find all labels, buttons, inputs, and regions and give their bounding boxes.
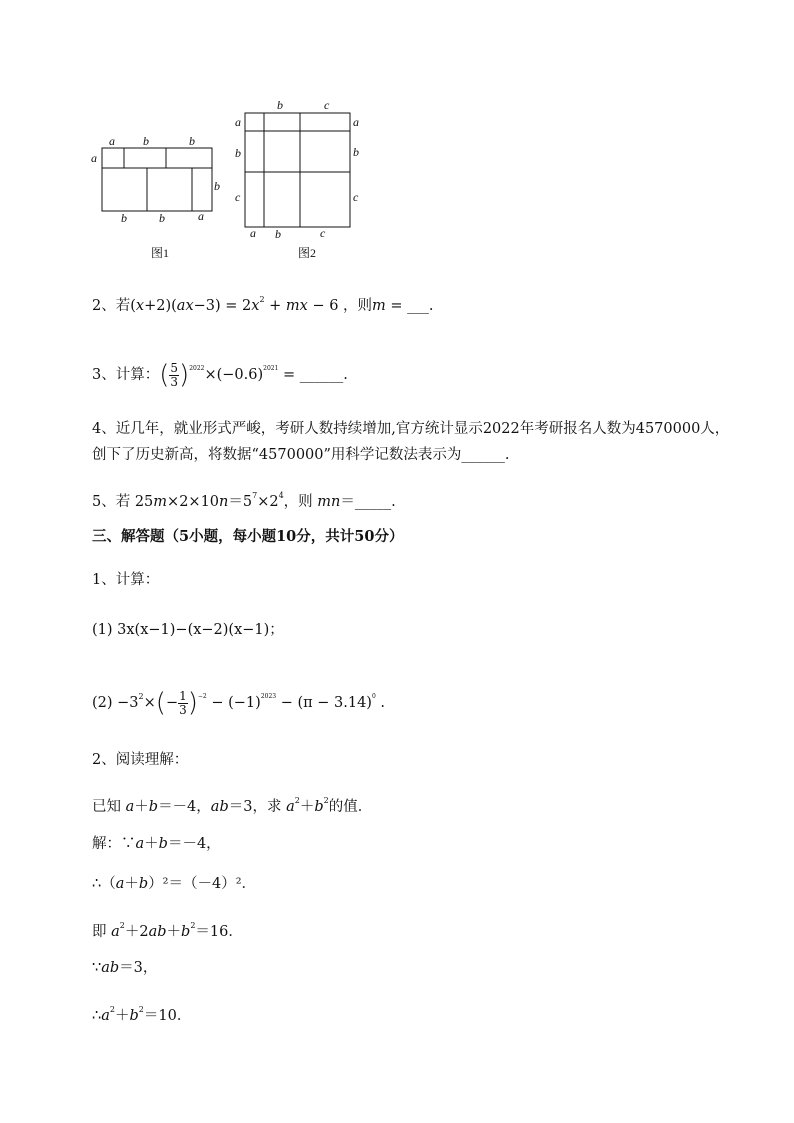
solution-line-5 [92, 1000, 191, 1026]
q3-blank: = ______. [278, 367, 348, 383]
figure-1-top-label: a [109, 134, 115, 148]
p2-text: ＝3，求 [228, 799, 287, 815]
p1-text: − [165, 695, 179, 711]
p2-var: ab [101, 960, 120, 976]
p1-text: − (−1) [206, 695, 261, 711]
p2-var: a [111, 924, 120, 940]
p2-text: ＋ [114, 1008, 130, 1024]
p2-text: ＋ [166, 924, 182, 940]
p2-text: ＝10． [143, 1008, 192, 1024]
question-4-line-2: 创下了历史新高，将数据“4570000”用科学记数法表示为______. [92, 447, 510, 463]
left-paren: ( [159, 360, 170, 390]
q2-var: x [135, 298, 145, 314]
problem-1-part-1: (1) 3x(x−1)−(x−2)(x−1)； [92, 622, 284, 638]
p2-text: ∴ [92, 1008, 102, 1024]
p2-text: ＋ [299, 799, 315, 815]
q2-text: −3) = 2 [193, 298, 252, 314]
p1-exponent: 2 [138, 692, 144, 701]
p2-text: 的值． [328, 799, 373, 815]
q5-var: mn [317, 494, 341, 510]
p2-exponent: 2 [109, 1005, 115, 1014]
q3-exponent: 2021 [263, 365, 279, 372]
figure-2-diagram [230, 96, 370, 264]
p2-text: ）²＝（－4）²． [148, 876, 257, 892]
figure-1-bottom-label: a [198, 209, 204, 223]
p2-var: a [135, 836, 145, 852]
p2-text: 已知 [92, 799, 126, 815]
figure-1 [88, 128, 228, 263]
q5-text: ×2 [257, 494, 279, 510]
question-5 [92, 486, 396, 512]
p2-text: 解：∵ [92, 836, 136, 852]
figure-1-caption: 图1 [151, 246, 170, 260]
fraction-denominator: 3 [179, 702, 187, 717]
question-4-line-1: 4、近几年，就业形式严峻，考研人数持续增加,官方统计显示2022年考研报名人数为4570000人， [92, 421, 730, 437]
p2-text: ＋ [124, 876, 139, 892]
p2-var: b [181, 924, 191, 940]
p2-var: a [286, 799, 295, 815]
q2-var: ax [176, 298, 194, 314]
p2-var: a [115, 876, 125, 892]
q5-exponent: 7 [252, 491, 258, 500]
p2-var: b [314, 799, 324, 815]
q2-exponent: 2 [259, 295, 265, 304]
fraction-5-3 [169, 362, 179, 389]
figure-2-top-label: b [277, 98, 283, 112]
p2-var: b [148, 799, 159, 815]
p2-exponent: 2 [294, 796, 300, 805]
p2-var: b [138, 876, 149, 892]
p2-text: ＝－4， [167, 836, 221, 852]
q5-text: ＝5 [228, 494, 253, 510]
p1-text: × [143, 695, 156, 711]
figure-2-right-label: b [353, 145, 359, 159]
figure-2-caption: 图2 [298, 246, 317, 260]
p1-exponent: −2 [197, 693, 207, 700]
p2-text: ＋2 [124, 924, 149, 940]
q2-blank: = ___. [385, 298, 434, 314]
q2-var: x [251, 298, 260, 314]
p1-exponent: 2023 [260, 693, 277, 700]
q2-text: − 6 ，则 [307, 298, 373, 314]
figure-2-bottom-label: b [275, 227, 281, 241]
q2-text: ( [130, 298, 136, 314]
fraction-numerator: 5 [170, 360, 179, 375]
p2-var: a [101, 1008, 110, 1024]
figure-2-bottom-label: c [320, 226, 326, 240]
q2-text: +2)( [144, 298, 177, 314]
q5-exponent: 4 [278, 491, 284, 500]
section-3-title: 三、解答题（5小题，每小题10分，共计50分） [92, 528, 404, 545]
p2-var: b [129, 1008, 139, 1024]
q3-exponent: 2022 [189, 365, 205, 372]
p2-text: 即 [92, 924, 112, 940]
p2-text: ＝16． [195, 924, 243, 940]
p1-text: − (π − 3.14) [276, 695, 372, 711]
solution-line-1 [92, 834, 221, 854]
p2-text: ＝－4， [158, 799, 211, 815]
q5-blank: ＝_____. [340, 494, 396, 510]
right-paren: ) [179, 360, 190, 390]
solution-line-2 [92, 874, 256, 894]
p2-text: ∴（ [92, 876, 116, 892]
problem-1-part-2 [92, 680, 385, 720]
p2-text: ＋ [144, 836, 159, 852]
figure-1-left-label: a [91, 151, 97, 165]
figure-2-right-label: c [353, 190, 359, 204]
p2-var: a [125, 799, 135, 815]
p2-exponent: 2 [323, 796, 329, 805]
figure-1-bottom-label: b [121, 211, 127, 225]
figure-2-top-label: c [324, 98, 330, 112]
figure-2 [230, 96, 370, 264]
solution-line-4 [92, 958, 157, 978]
q5-var: n [219, 494, 229, 510]
q2-var: m [372, 298, 386, 314]
question-3 [92, 352, 348, 392]
problem-2-title: 2、阅读理解： [92, 752, 189, 768]
figure-1-diagram [88, 128, 228, 263]
p1-exponent: 0 [371, 693, 376, 700]
figure-2-right-label: a [353, 115, 359, 129]
figure-1-right-label: b [214, 179, 220, 193]
q3-text: ×(−0.6) [204, 367, 264, 383]
problem-1-title: 1、计算： [92, 572, 160, 588]
question-2-prefix: 2、若 [92, 298, 131, 314]
figure-2-left-label: c [235, 190, 241, 204]
fraction-1-3 [178, 690, 188, 717]
right-paren: ) [187, 688, 198, 718]
left-paren: ( [155, 688, 166, 718]
p2-exponent: 2 [190, 921, 196, 930]
figure-1-outer-rect [102, 148, 212, 211]
q2-var: mx [285, 298, 308, 314]
p2-text: ＝3， [119, 960, 158, 976]
fraction-numerator: 1 [179, 688, 187, 703]
q5-text: 5、若 25 [92, 494, 154, 510]
figure-2-left-label: b [235, 146, 241, 160]
figure-1-top-label: b [189, 134, 195, 148]
q2-text: + [264, 298, 286, 314]
p2-exponent: 2 [138, 1005, 144, 1014]
q5-text: ×2×10 [167, 494, 220, 510]
p2-text: ∵ [92, 960, 102, 976]
figure-2-left-label: a [235, 115, 241, 129]
p2-var: ab [210, 799, 229, 815]
figure-2-outer-rect [245, 113, 350, 227]
figure-2-bottom-label: a [250, 226, 256, 240]
fraction-denominator: 3 [170, 374, 179, 389]
solution-line-3 [92, 916, 243, 942]
q5-text: ，则 [283, 494, 318, 510]
p1-text: (2) −3 [92, 695, 139, 711]
p2-exponent: 2 [119, 921, 125, 930]
figure-1-top-label: b [143, 134, 149, 148]
figure-1-bottom-label: b [159, 211, 165, 225]
p1-text: . [375, 695, 386, 711]
p2-var: ab [148, 924, 167, 940]
p2-text: ＋ [134, 799, 149, 815]
p2-var: b [158, 836, 168, 852]
question-2 [92, 290, 434, 316]
problem-2-given [92, 791, 372, 817]
q5-var: m [153, 494, 168, 510]
question-3-prefix: 3、计算： [92, 367, 160, 383]
